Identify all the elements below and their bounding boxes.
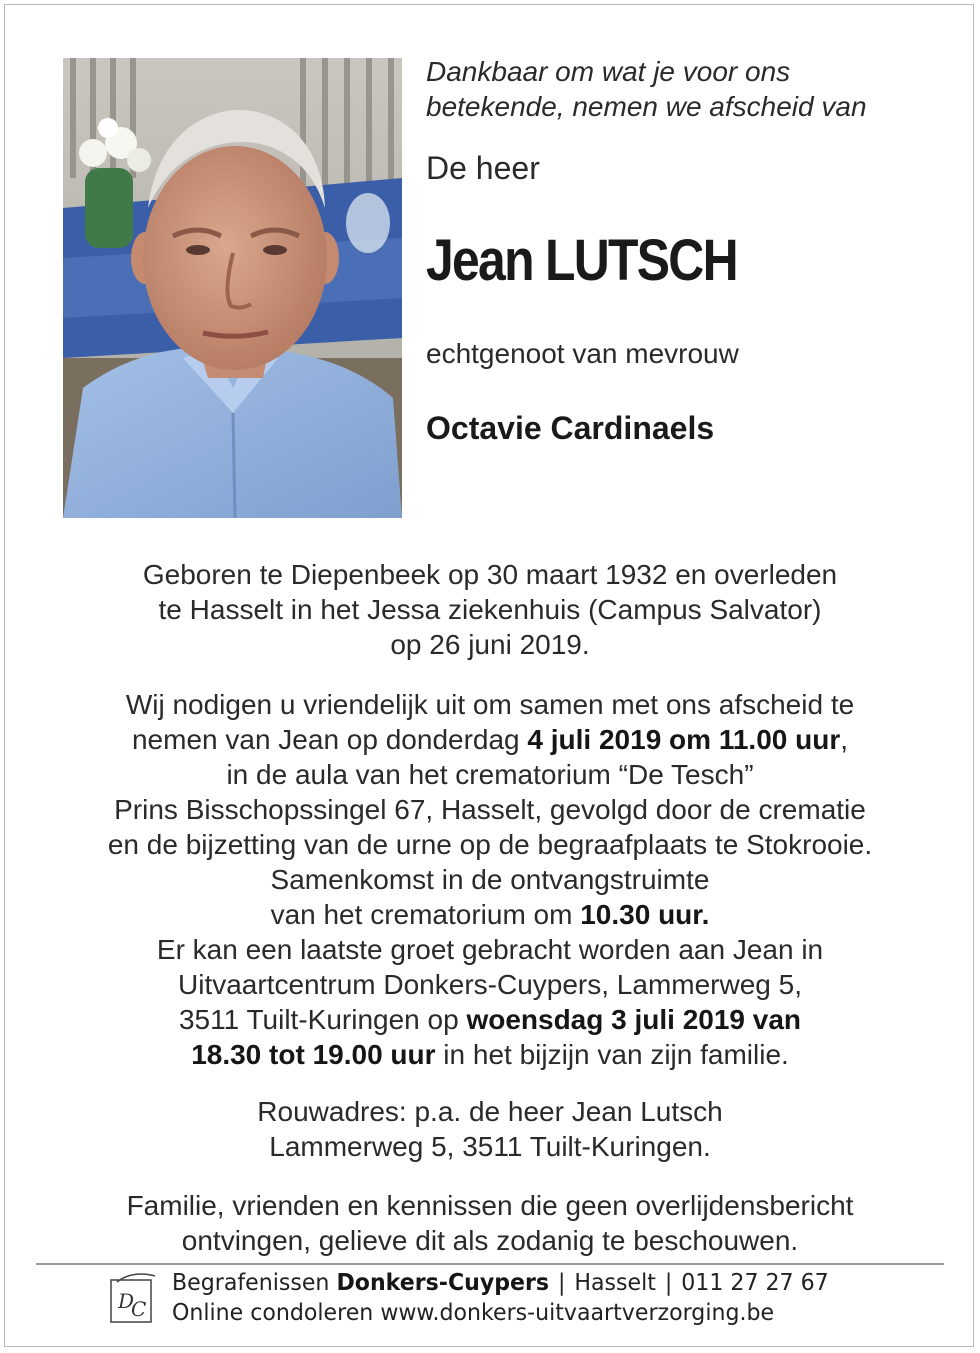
address-line-2: Lammerweg 5, 3511 Tuilt-Kuringen. — [269, 1131, 711, 1162]
footer-divider — [36, 1263, 944, 1265]
svg-text:C: C — [131, 1297, 147, 1321]
footer-line-2 — [172, 1298, 829, 1328]
family-line-2: ontvingen, gelieve dit als zodanig te beschouwen. — [181, 1225, 799, 1256]
invitation-text: nemen van Jean op donderdag — [131, 724, 528, 755]
invitation-line — [40, 1002, 940, 1037]
footer-line-1 — [172, 1268, 829, 1298]
gathering-time: 10.30 uur. — [580, 899, 710, 930]
condolence-website-link[interactable]: www.donkers-uitvaartverzorging.be — [380, 1300, 775, 1326]
birth-death-paragraph — [40, 557, 940, 662]
mourning-address — [40, 1094, 940, 1164]
svg-text:D: D — [118, 1289, 135, 1313]
invitation-line: Prins Bisschopssingel 67, Hasselt, gevolgd door de crematie — [114, 794, 866, 825]
footer-separator: | — [664, 1270, 673, 1296]
invitation-line: Samenkomst in de ontvangstruimte — [270, 864, 710, 895]
visitation-time: 18.30 tot 19.00 uur — [191, 1039, 436, 1070]
address-line-1: Rouwadres: p.a. de heer Jean Lutsch — [257, 1096, 723, 1127]
portrait-photo — [63, 58, 402, 518]
company-city: Hasselt — [574, 1270, 656, 1296]
spouse-name: Octavie Cardinaels — [426, 410, 715, 446]
birth-line-2: te Hasselt in het Jessa ziekenhuis (Campus Salvator) — [158, 594, 822, 625]
intro-line-1: Dankbaar om wat je voor ons — [426, 56, 791, 87]
deceased-title: De heer — [426, 150, 540, 186]
invitation-line: Uitvaartcentrum Donkers-Cuypers, Lammerweg 5, — [178, 969, 802, 1000]
birth-line-1: Geboren te Diepenbeek op 30 maart 1932 en overleden — [142, 559, 838, 590]
footer-separator: | — [558, 1270, 566, 1296]
invitation-text: van het crematorium om — [270, 899, 581, 930]
footer-contact — [172, 1268, 829, 1328]
invitation-line — [40, 897, 940, 932]
invitation-text: in het bijzijn van zijn familie. — [435, 1039, 789, 1070]
invitation-line — [40, 722, 940, 757]
deceased-name: Jean LUTSCH — [426, 228, 737, 293]
invitation-line: Er kan een laatste groet gebracht worden aan Jean in — [156, 934, 824, 965]
invitation-text: 3511 Tuilt-Kuringen op — [178, 1004, 467, 1035]
birth-line-3: op 26 juni 2019. — [390, 629, 590, 660]
invitation-paragraph — [40, 687, 940, 1072]
funeral-home-logo-icon — [109, 1272, 157, 1324]
condolence-label: Online condoleren — [172, 1300, 381, 1326]
spouse-label: echtgenoot van mevrouw — [426, 338, 739, 369]
intro-line-2: betekende, nemen we afscheid van — [426, 91, 867, 122]
invitation-line: en de bijzetting van de urne op de begraafplaats te Stokrooie. — [107, 829, 873, 860]
invitation-line: in de aula van het crematorium “De Tesch” — [226, 759, 754, 790]
ceremony-datetime: 4 juli 2019 om 11.00 uur — [527, 724, 841, 755]
family-line-1: Familie, vrienden en kennissen die geen overlijdensbericht — [126, 1190, 854, 1221]
invitation-line — [40, 1037, 940, 1072]
company-phone: 011 27 27 67 — [681, 1270, 829, 1296]
invitation-line: Wij nodigen u vriendelijk uit om samen met ons afscheid te — [125, 689, 855, 720]
company-prefix: Begrafenissen — [172, 1270, 337, 1296]
invitation-text: , — [840, 724, 849, 755]
visitation-date: woensdag 3 juli 2019 van — [466, 1004, 802, 1035]
family-note — [40, 1188, 940, 1258]
intro-text — [426, 54, 956, 124]
company-name: Donkers-Cuypers — [336, 1270, 550, 1296]
